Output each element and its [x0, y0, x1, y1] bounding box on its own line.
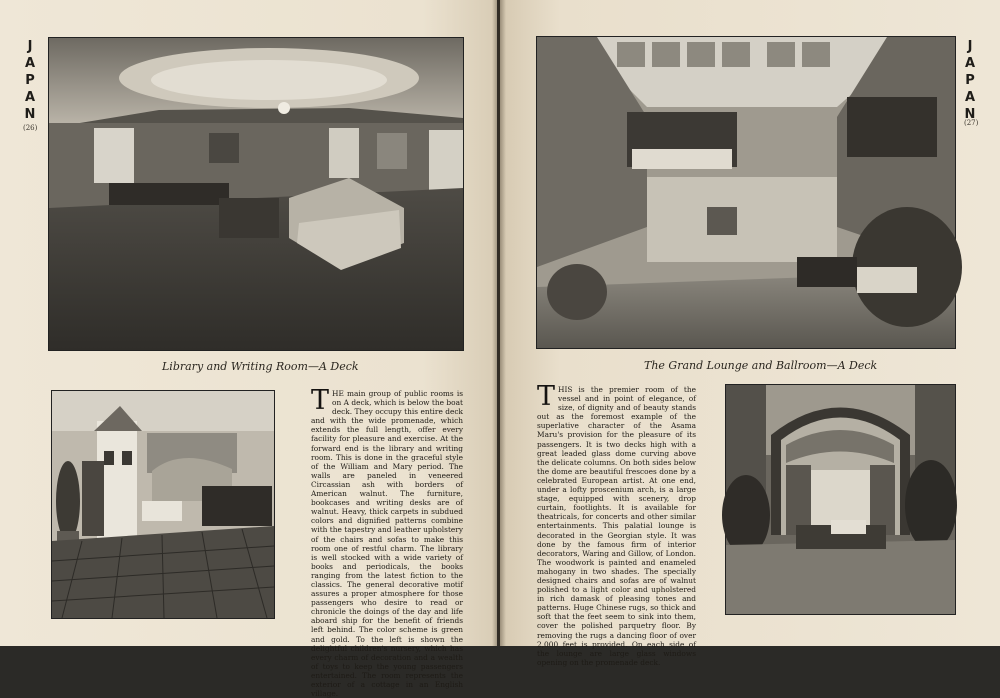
lounge-article-text — [537, 381, 696, 667]
lounge-caption: The Grand Lounge and Ballroom—A Deck — [644, 359, 878, 372]
left-page — [0, 0, 497, 698]
book-gutter — [492, 0, 506, 646]
running-title-letter: A — [24, 90, 36, 105]
page-number-left: (26) — [23, 124, 38, 132]
stage-photo — [725, 384, 956, 615]
running-title-letter: P — [965, 73, 975, 88]
article-dropcap: T — [537, 381, 556, 412]
running-title-letter: N — [24, 107, 36, 122]
running-title-letter: N — [964, 107, 976, 122]
running-title-left — [22, 38, 38, 123]
article-body: HE main group of public rooms is on A deck, which is below the boat deck. They occupy this entire deck and with the wide promenade, which extends the full length, offer every facility for pleasure and exercise. At the forward end is the library and writing room. This is done in the graceful style of the William and Mary period. The walls are paneled in veneered Circassian ash with borders of American walnut. The furniture, bookcases and writing desks are of walnut. Heavy, thick carpets in subdued colors and dignified patterns combine with the tapestry and leather upholstery of the chairs and sofas to make this room one of restful charm. The library is well stocked with a wide variety of books and periodicals, the books ranging from the latest fiction to the classics. The general decorative motif assures a proper atmosphere for those passengers who desire to read or chronicle the doings of the day and life aboard ship for the benefit of friends left behind. The color scheme is green and gold. To the left is shown the delightful children's nursery, which has every charm of decoration and a wealth of toys to keep the young passengers entertained. The room represents the exterior of a cottage in an English village. — [311, 389, 463, 698]
running-title-letter: A — [964, 56, 976, 71]
running-title-right — [962, 38, 978, 123]
page-number-right: (27) — [964, 119, 979, 127]
library-article-text — [311, 385, 463, 698]
running-title-letter: A — [964, 90, 976, 105]
running-title-letter: J — [27, 39, 33, 54]
right-page — [500, 0, 1000, 667]
nursery-photo — [51, 390, 275, 619]
article-dropcap: T — [311, 385, 330, 416]
running-title-letter: P — [25, 73, 35, 88]
running-title-letter: A — [24, 56, 36, 71]
grand-lounge-photo — [536, 36, 956, 349]
article-body: HIS is the premier room of the vessel and in point of elegance, of size, of dignity and of beauty stands out as the foremost example of the superlative character of the Asama Maru's provision for the pleasure of its passengers. It is two decks high with a great leaded glass dome curving above the delicate columns. On both sides below the dome are beautiful frescoes done by a celebrated European artist. At one end, under a lofty proscenium arch, is a large stage, equipped with scenery, drop curtain, footlights. It is available for theatricals, for concerts and other similar entertainments. This palatial lounge is decorated in the Georgian style. It was done by the famous firm of interior decorators, Waring and Gillow, of London. The woodwork is painted and enameled mahogany in two shades. The specially designed chairs and sofas are of walnut polished to a light color and upholstered in rich damask of pleasing tones and patterns. Huge Chinese rugs, so thick and soft that the feet seem to sink into them, cover the polished parquetry floor. By removing the rugs a dancing floor of over 2,000 feet is provided. On each side of the lounge are large glass windows opening on the promenade deck. — [537, 385, 696, 667]
library-caption: Library and Writing Room—A Deck — [162, 360, 359, 373]
running-title-letter: J — [967, 39, 973, 54]
library-photo — [48, 37, 464, 351]
